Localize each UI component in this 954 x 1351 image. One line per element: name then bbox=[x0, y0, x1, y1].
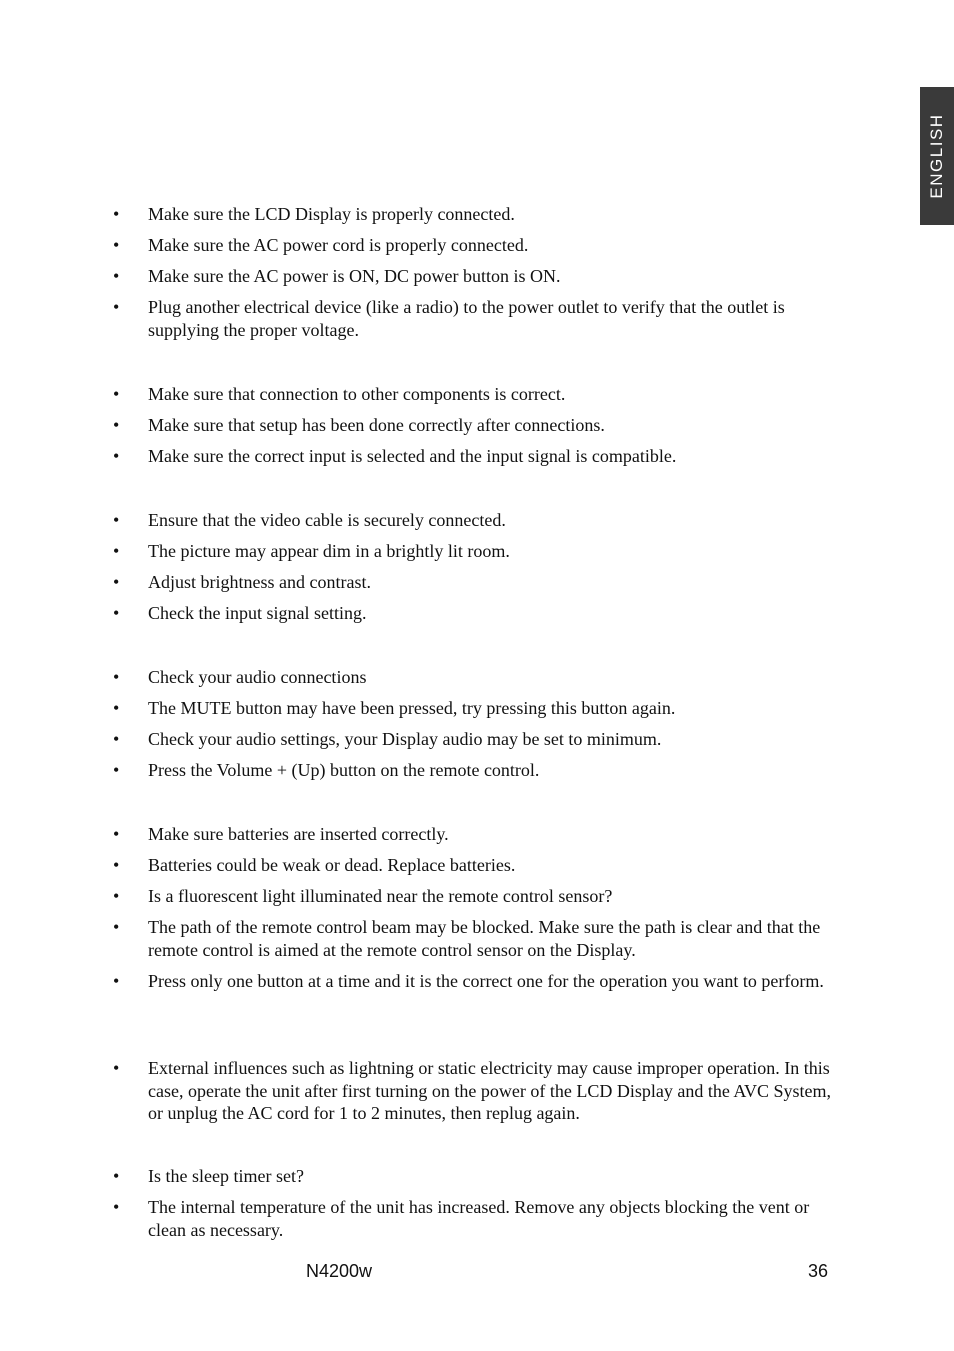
list-item bbox=[0, 666, 954, 689]
bullet-marker: • bbox=[113, 415, 120, 435]
list-item-text: Make sure that connection to other components is correct. bbox=[148, 384, 566, 404]
list-item-text: The MUTE button may have been pressed, try pressing this button again. bbox=[148, 698, 676, 718]
list-item bbox=[0, 823, 954, 846]
list-item bbox=[0, 296, 954, 341]
bullet-list-section bbox=[0, 1057, 954, 1133]
list-item-text: Check your audio connections bbox=[148, 667, 367, 687]
bullet-list-section bbox=[0, 383, 954, 476]
bullet-list-section bbox=[0, 666, 954, 790]
list-item-text: Press only one button at a time and it is the correct one for the operation you want to perform. bbox=[148, 970, 824, 991]
list-item-text: Check your audio settings, your Display audio may be set to minimum. bbox=[148, 729, 662, 749]
bullet-list-section bbox=[0, 1165, 954, 1250]
list-item-text: Is a fluorescent light illuminated near the remote control sensor? bbox=[148, 886, 613, 906]
bullet-marker: • bbox=[113, 970, 120, 991]
list-item bbox=[0, 970, 954, 993]
list-item bbox=[0, 203, 954, 226]
bullet-marker: • bbox=[113, 1058, 120, 1078]
list-item bbox=[0, 728, 954, 751]
list-item-text: Make sure batteries are inserted correctly. bbox=[148, 824, 449, 844]
list-item bbox=[0, 383, 954, 406]
footer-page-number: 36 bbox=[808, 1261, 829, 1281]
list-item bbox=[0, 414, 954, 437]
list-item bbox=[0, 759, 954, 782]
bullet-marker: • bbox=[113, 572, 120, 592]
bullet-marker: • bbox=[113, 384, 120, 404]
list-item-text: Batteries could be weak or dead. Replace batteries. bbox=[148, 855, 516, 875]
bullet-list-section bbox=[0, 823, 954, 1001]
bullet-marker: • bbox=[113, 603, 120, 623]
list-item-text: Is the sleep timer set? bbox=[148, 1166, 304, 1186]
bullet-marker: • bbox=[113, 235, 120, 255]
list-item bbox=[0, 445, 954, 468]
list-item bbox=[0, 509, 954, 532]
bullet-list-section bbox=[0, 203, 954, 350]
footer-model: N4200w bbox=[306, 1261, 373, 1281]
list-item bbox=[0, 571, 954, 594]
list-item-text: Adjust brightness and contrast. bbox=[148, 572, 371, 592]
list-item-text: Make sure that setup has been done correctly after connections. bbox=[148, 415, 605, 435]
list-item-text: The path of the remote control beam may be blocked. Make sure the path is clear and that the remote control is aimed at the remote control sensor on the Display. bbox=[148, 917, 821, 960]
list-item-text: Check the input signal setting. bbox=[148, 603, 367, 623]
list-item bbox=[0, 916, 954, 961]
list-item-text: Make sure the LCD Display is properly connected. bbox=[148, 204, 515, 224]
bullet-marker: • bbox=[113, 667, 120, 687]
list-item bbox=[0, 854, 954, 877]
bullet-marker: • bbox=[113, 297, 120, 317]
bullet-marker: • bbox=[113, 446, 120, 466]
bullet-marker: • bbox=[113, 855, 120, 875]
list-item-text: Make sure the AC power cord is properly connected. bbox=[148, 235, 529, 255]
bullet-marker: • bbox=[113, 1197, 120, 1217]
list-item-text: The internal temperature of the unit has increased. Remove any objects blocking the vent or clean as necessary. bbox=[148, 1197, 810, 1240]
bullet-marker: • bbox=[113, 510, 120, 530]
list-item-text: Ensure that the video cable is securely connected. bbox=[148, 510, 506, 530]
bullet-marker: • bbox=[113, 729, 120, 749]
list-item bbox=[0, 1165, 954, 1188]
bullet-marker: • bbox=[113, 1166, 120, 1186]
language-tab-label: ENGLISH bbox=[927, 113, 946, 199]
list-item-text: Plug another electrical device (like a radio) to the power outlet to verify that the outlet is supplying the proper voltage. bbox=[148, 297, 785, 340]
bullet-marker: • bbox=[113, 266, 120, 286]
bullet-list-section bbox=[0, 509, 954, 633]
bullet-marker: • bbox=[113, 824, 120, 844]
list-item-text: Press the Volume + (Up) button on the remote control. bbox=[148, 760, 540, 780]
list-item bbox=[0, 885, 954, 908]
list-item bbox=[0, 697, 954, 720]
list-item bbox=[0, 1057, 954, 1125]
bullet-marker: • bbox=[113, 917, 120, 937]
bullet-marker: • bbox=[113, 541, 120, 561]
bullet-marker: • bbox=[113, 698, 120, 718]
bullet-marker: • bbox=[113, 760, 120, 780]
bullet-marker: • bbox=[113, 204, 120, 224]
list-item-text: The picture may appear dim in a brightly lit room. bbox=[148, 541, 510, 561]
list-item bbox=[0, 602, 954, 625]
list-item bbox=[0, 540, 954, 563]
bullet-marker: • bbox=[113, 886, 120, 906]
list-item-text: External influences such as lightning or static electricity may cause improper operation. In this case, operate the unit after first turning on the power of the LCD Display and the AVC System, or unplug the AC cord for 1 to 2 minutes, then replug again. bbox=[148, 1058, 832, 1123]
list-item bbox=[0, 265, 954, 288]
list-item bbox=[0, 1196, 954, 1241]
list-item-text: Make sure the correct input is selected and the input signal is compatible. bbox=[148, 446, 677, 466]
list-item bbox=[0, 234, 954, 257]
list-item-text: Make sure the AC power is ON, DC power button is ON. bbox=[148, 266, 561, 286]
